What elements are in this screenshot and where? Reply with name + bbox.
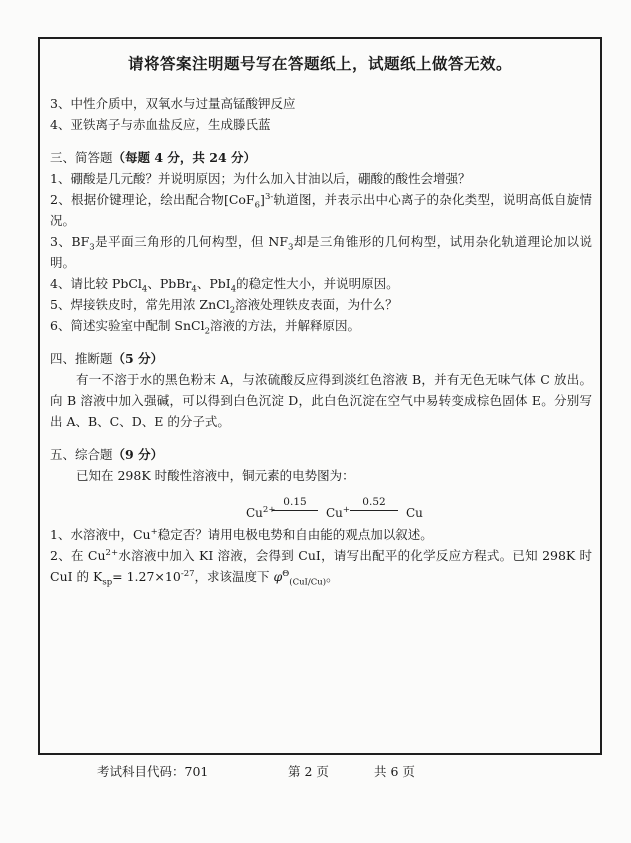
part5-q1-text-b: 稳定否？请用电极电势和自由能的观点加以叙述。 xyxy=(157,527,433,542)
part5-q2-ksp-sub: sp xyxy=(102,577,113,588)
species-cuplus xyxy=(326,503,350,524)
phi-couple-sub: (CuI/Cu) xyxy=(289,577,327,588)
part3-heading xyxy=(50,147,592,168)
part4-heading xyxy=(50,348,592,369)
potential-value-1: 0.15 xyxy=(283,496,307,508)
part3-q6-text-a: 6、简述实验室中配制 SnCl xyxy=(50,318,205,333)
part5-heading xyxy=(50,444,592,465)
exam-notice: 请将答案注明题号写在答题纸上，试题纸上做答无效。 xyxy=(127,55,512,73)
part3-q5-text-a: 5、焊接铁皮时，常先用浓 ZnCl xyxy=(50,297,230,312)
part4-heading-note: （5 分） xyxy=(112,351,164,366)
part2-q3: 3、中性介质中，双氧水与过量高锰酸钾反应 xyxy=(50,96,296,111)
part3-q6-text-b: 溶液的方法，并解释原因。 xyxy=(210,318,361,333)
part5-heading-title: 五、综合题 xyxy=(50,447,113,462)
part3-q2-sub: 6 xyxy=(254,200,261,211)
part5-q2 xyxy=(50,545,592,587)
species-cu: Cu xyxy=(406,506,423,520)
part2-q4: 4、亚铁离子与赤血盐反应，生成滕氏蓝 xyxy=(50,117,271,132)
phi-standard-sup: Θ xyxy=(282,568,290,579)
part3-q4-text-b: 、PbBr xyxy=(147,276,192,291)
part3-q3 xyxy=(50,231,592,273)
part5-q2-exponent: -27 xyxy=(180,568,195,579)
part5-q2-end: 。 xyxy=(326,569,339,584)
part3-q4-sub1: 4 xyxy=(141,284,148,295)
part3-q6-sub: 2 xyxy=(204,326,211,337)
part3-q5-sub: 2 xyxy=(229,305,236,316)
exam-content xyxy=(50,93,592,587)
part4-heading-title: 四、推断题 xyxy=(50,351,113,366)
part3-q3-text-b: 是平面三角形的几何构型，但 NF xyxy=(94,234,289,249)
part5-intro: 已知在 298K 时酸性溶液中，铜元素的电势图为： xyxy=(76,468,355,483)
part5-q2-text-a: 2、在 Cu xyxy=(50,548,106,563)
part3-q2-text-a: 2、根据价键理论，绘出配合物[CoF xyxy=(50,192,255,207)
part5-heading-note: （9 分） xyxy=(112,447,164,462)
part5-q1-sup: + xyxy=(150,526,158,537)
part3-q4-sub3: 4 xyxy=(230,284,237,295)
part3-heading-note: （每题 4 分，共 24 分） xyxy=(112,150,257,165)
part3-q3-text-c: 却是三角锥形的几何构型，试用杂化轨道理论加以说明。 xyxy=(50,234,592,270)
species-cuplus-charge: + xyxy=(342,505,351,515)
part3-q2-text-b: ] xyxy=(260,192,265,207)
part3-q5-text-b: 溶液处理铁皮表面，为什么？ xyxy=(235,297,398,312)
part5-q1 xyxy=(50,524,592,545)
part4-body: 有一不溶于水的黑色粉末 A，与浓硫酸反应得到淡红色溶液 B，并有无色无味气体 C 放出。向 B 溶液中加入强碱，可以得到白色沉淀 D，此白色沉淀在空气中易转变成棕色固体 E。分别写出 A、B、C、D、E 的分子式。 xyxy=(50,372,592,429)
potential-arrow-1 xyxy=(272,496,318,511)
species-cuplus-symbol: Cu xyxy=(326,506,343,520)
footer-total-pages: 共 6 页 xyxy=(374,764,415,779)
part5-q2-text-b: 水溶液中加入 KI 溶液，会得到 CuI，请写出配平的化学反应方程式。已知 298K 时 CuI 的 K xyxy=(50,548,592,584)
part3-q2-sup: 3- xyxy=(264,191,274,202)
part3-q2-text-c: 轨道图，并表示出中心离子的杂化类型，说明高低自旋情况。 xyxy=(50,192,593,228)
part3-heading-title: 三、简答题 xyxy=(50,150,113,165)
potential-arrow-2 xyxy=(350,496,398,511)
part3-q2 xyxy=(50,189,592,231)
part3-q4-text-d: 的稳定性大小，并说明原因。 xyxy=(236,276,399,291)
copper-potential-diagram xyxy=(50,486,592,524)
part5-q2-text-d: ，求该温度下 xyxy=(194,569,274,584)
footer-subject-code: 考试科目代码：701 xyxy=(97,764,209,779)
part3-q3-sub1: 3 xyxy=(89,242,95,253)
part3-q5 xyxy=(50,294,592,315)
part5-q2-sup: 2+ xyxy=(105,547,119,558)
part3-q4 xyxy=(50,273,592,294)
potential-value-2: 0.52 xyxy=(362,496,386,508)
species-cu2plus-symbol: Cu xyxy=(246,506,263,520)
part5-q1-text-a: 1、水溶液中，Cu xyxy=(50,527,151,542)
answer-frame xyxy=(38,37,602,755)
footer-page-number: 第 2 页 xyxy=(288,764,329,779)
phi-symbol: φ xyxy=(273,569,283,584)
part3-q4-text-a: 4、请比较 PbCl xyxy=(50,276,142,291)
part3-q6 xyxy=(50,315,592,336)
part5-q2-text-c: = 1.27×10 xyxy=(112,569,181,584)
part3-q4-text-c: 、PbI xyxy=(196,276,231,291)
species-cu2plus-charge: 2+ xyxy=(262,505,276,515)
part3-q3-text-a: 3、BF xyxy=(50,234,90,249)
part3-q4-sub2: 4 xyxy=(191,284,197,295)
part3-q3-sub2: 3 xyxy=(288,242,294,253)
part3-q1: 1、硼酸是几元酸？并说明原因；为什么加入甘油以后，硼酸的酸性会增强？ xyxy=(50,171,471,186)
